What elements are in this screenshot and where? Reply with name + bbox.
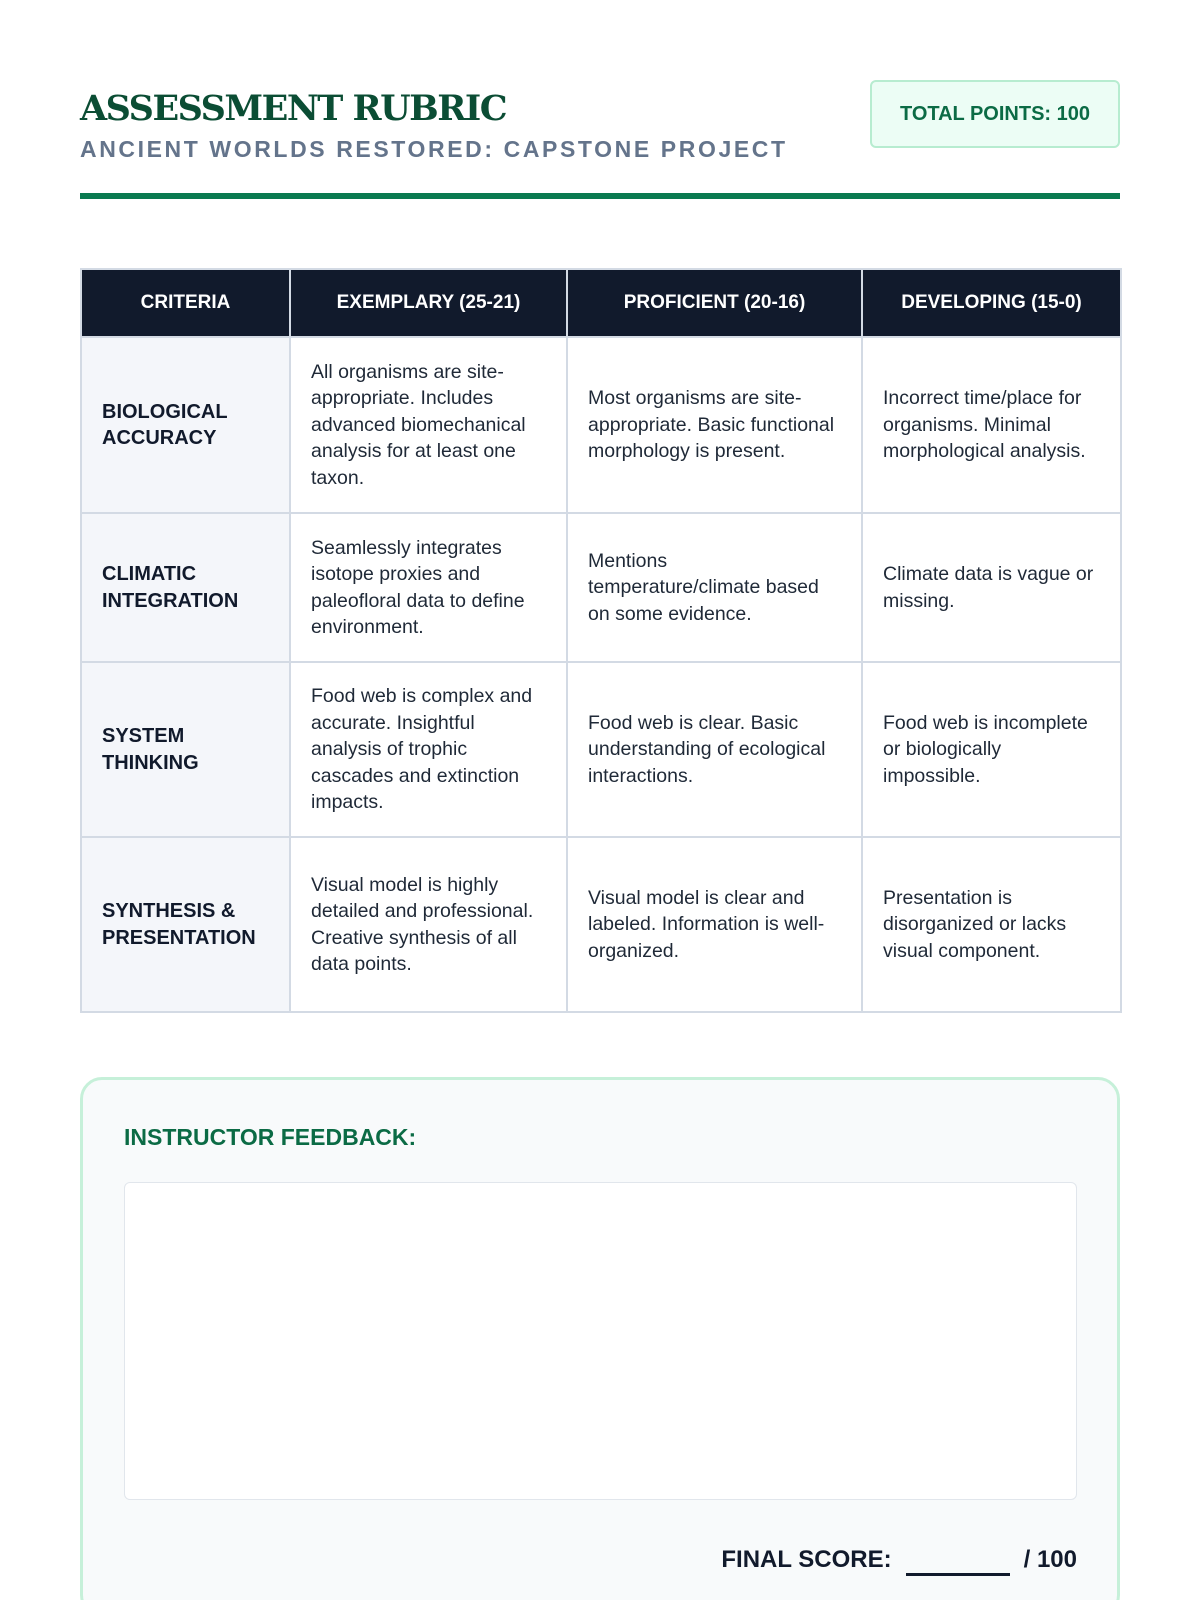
exemplary-cell: All organisms are site-appropriate. Includes advanced biomechanical analysis for at least one taxon.	[290, 337, 567, 513]
total-points-badge: TOTAL POINTS: 100	[870, 80, 1120, 148]
developing-cell: Food web is incomplete or biologically impossible.	[862, 662, 1121, 837]
table-row	[81, 837, 1121, 1012]
rubric-table	[80, 268, 1122, 1013]
proficient-cell: Visual model is clear and labeled. Information is well-organized.	[567, 837, 862, 1012]
criterion-cell: SYSTEM THINKING	[81, 662, 290, 837]
criterion-cell: BIOLOGICAL ACCURACY	[81, 337, 290, 513]
proficient-cell: Most organisms are site-appropriate. Basic functional morphology is present.	[567, 337, 862, 513]
feedback-textarea[interactable]	[124, 1182, 1077, 1500]
final-score-row	[721, 1540, 1077, 1580]
rubric-page	[80, 0, 1120, 1600]
table-row	[81, 337, 1121, 513]
page-subtitle: ANCIENT WORLDS RESTORED: CAPSTONE PROJECT	[80, 136, 788, 162]
table-row	[81, 662, 1121, 837]
criterion-cell: SYNTHESIS & PRESENTATION	[81, 837, 290, 1012]
header	[80, 78, 1120, 200]
header-divider	[80, 193, 1120, 199]
final-score-label: FINAL SCORE:	[721, 1546, 892, 1573]
column-header-exemplary: EXEMPLARY (25-21)	[290, 269, 567, 337]
developing-cell: Incorrect time/place for organisms. Minimal morphological analysis.	[862, 337, 1121, 513]
proficient-cell: Food web is clear. Basic understanding of ecological interactions.	[567, 662, 862, 837]
column-header-proficient: PROFICIENT (20-16)	[567, 269, 862, 337]
exemplary-cell: Food web is complex and accurate. Insightful analysis of trophic cascades and extinction impacts.	[290, 662, 567, 837]
developing-cell: Presentation is disorganized or lacks visual component.	[862, 837, 1121, 1012]
instructor-feedback-panel	[80, 1077, 1120, 1600]
table-header-row	[81, 269, 1121, 337]
exemplary-cell: Seamlessly integrates isotope proxies and paleofloral data to define environment.	[290, 513, 567, 662]
proficient-cell: Mentions temperature/climate based on some evidence.	[567, 513, 862, 662]
column-header-criteria: CRITERIA	[81, 269, 290, 337]
criterion-cell: CLIMATIC INTEGRATION	[81, 513, 290, 662]
feedback-label: INSTRUCTOR FEEDBACK:	[124, 1124, 417, 1150]
column-header-developing: DEVELOPING (15-0)	[862, 269, 1121, 337]
developing-cell: Climate data is vague or missing.	[862, 513, 1121, 662]
score-max-label: / 100	[1023, 1546, 1077, 1573]
exemplary-cell: Visual model is highly detailed and professional. Creative synthesis of all data points.	[290, 837, 567, 1012]
table-row	[81, 513, 1121, 662]
page-title: ASSESSMENT RUBRIC	[80, 88, 507, 129]
final-score-input[interactable]	[906, 1544, 1010, 1576]
